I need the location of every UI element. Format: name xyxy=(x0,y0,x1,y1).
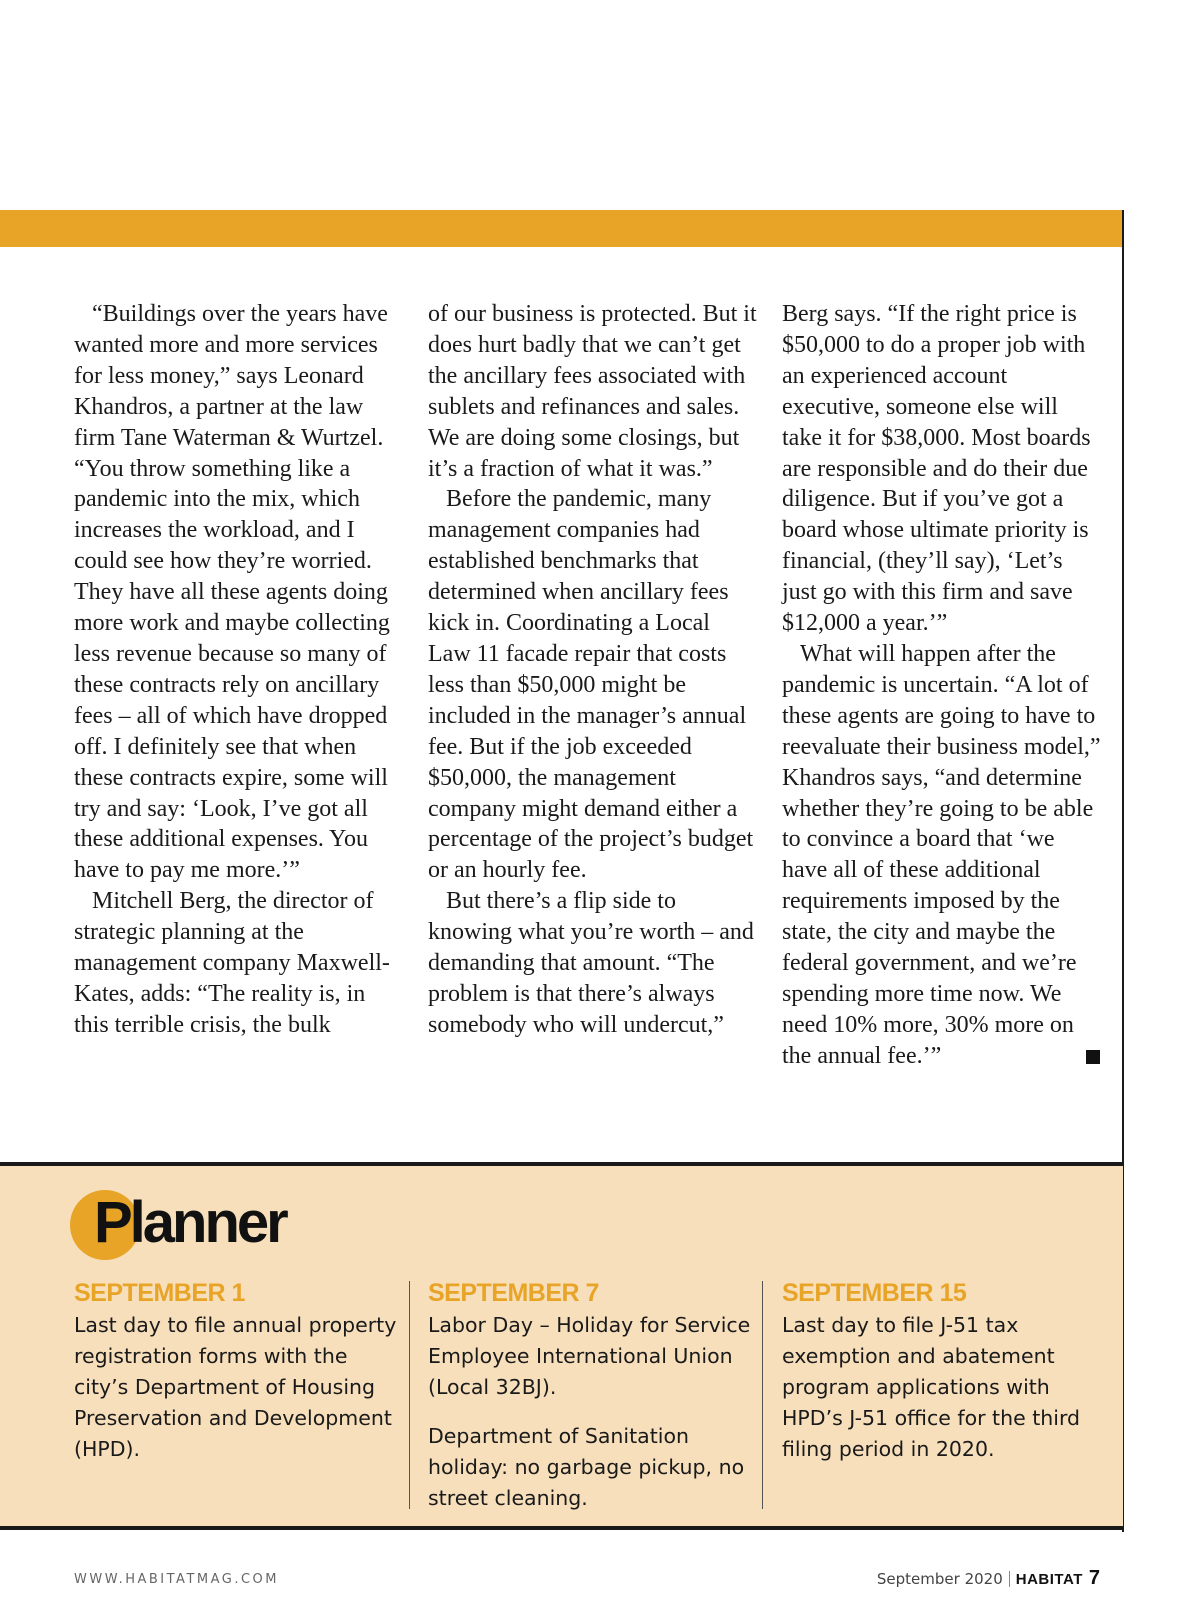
planner-entry-text: Last day to file annual property registration forms with the city’s Department of Housing Preservation and Development (HPD). xyxy=(74,1313,397,1461)
footer-folio xyxy=(877,1567,1100,1590)
article-paragraph: Before the pandemic, many management companies had established benchmarks that determined when ancillary fees kick in. Coordinating a Local Law 11 facade repair that costs less than $50,000 might be included in the manager’s annual fee. But if the job exceeded $50,000, the management company might demand either a percentage of the project’s budget or an hourly fee. xyxy=(428,486,754,884)
planner-entry-text: Labor Day – Holiday for Service Employee International Union (Local 32BJ). xyxy=(428,1313,751,1399)
planner-entry-date: SEPTEMBER 7 xyxy=(428,1279,599,1307)
header-accent-bar xyxy=(0,210,1123,247)
planner-entry xyxy=(782,1278,1107,1483)
footer-issue-date: September 2020 xyxy=(876,1570,1003,1588)
footer-separator xyxy=(1009,1571,1010,1587)
column-divider xyxy=(409,1281,410,1509)
planner-entry-text: Department of Sanitation holiday: no garbage pickup, no street cleaning. xyxy=(428,1424,745,1510)
planner-entry xyxy=(74,1278,399,1483)
footer-magazine-name: HABITAT xyxy=(1015,1571,1083,1588)
planner-entry-date: SEPTEMBER 1 xyxy=(74,1279,245,1307)
article-paragraph: of our business is protected. But it does hurt badly that we can’t get the ancillary fees associated with sublets and refinances and sales. We are doing some closings, but it’s a fraction of what it was.” xyxy=(428,301,757,482)
article-column-1 xyxy=(74,299,404,1041)
footer-website: WWW.HABITATMAG.COM xyxy=(74,1572,279,1587)
article-paragraph: But there’s a flip side to knowing what you’re worth – and demanding that amount. “The problem is that there’s always somebody who will undercut,” xyxy=(428,888,754,1038)
article-paragraph-text: What will happen after the pandemic is uncertain. “A lot of these agents are going to have to reevaluate their business model,” Khandros says, “and determine whether they’re going to be able to convince a board that ‘we have all of these additional requirements imposed by the state, the city and maybe the federal government, and we’re spending more time now. We need 10% more, 30% more on the annual fee.’” xyxy=(782,640,1101,1069)
planner-section xyxy=(0,1162,1123,1530)
planner-entry xyxy=(428,1278,753,1532)
planner-entry-date: SEPTEMBER 15 xyxy=(782,1279,967,1307)
article-paragraph xyxy=(782,639,1102,1072)
planner-title: Planner xyxy=(94,1190,286,1255)
column-divider xyxy=(762,1281,763,1509)
article-paragraph: “Buildings over the years have wanted more and more services for less money,” says Leonard Khandros, a partner at the law firm Tane Waterman & Wurtzel. “You throw something like a pandemic into the mix, which increases the workload, and I could see how they’re worried. They have all these agents doing more work and maybe collecting less revenue because so many of these contracts rely on ancillary fees – all of which have dropped off. I definitely see that when these contracts expire, some will try and say: ‘Look, I’ve got all these additional expenses. You have to pay me more.’” xyxy=(74,301,390,884)
planner-entry-text: Last day to file J-51 tax exemption and abatement program applications with HPD’s J-51 office for the third filing period in 2020. xyxy=(782,1313,1081,1461)
article-column-3 xyxy=(782,299,1102,1072)
article-column-2 xyxy=(428,299,758,1041)
article-paragraph: Mitchell Berg, the director of strategic planning at the management company Maxwell-Kates, adds: “The reality is, in this terrible crisis, the bulk xyxy=(74,888,390,1038)
page-number: 7 xyxy=(1088,1567,1100,1589)
article-paragraph: Berg says. “If the right price is $50,000 to do a proper job with an experienced account executive, someone else will take it for $38,000. Most boards are responsible and do their due diligence. But if you’ve got a board whose ultimate priority is financial, (they’ll say), ‘Let’s just go with this firm and save $12,000 a year.’” xyxy=(782,301,1091,637)
end-of-article-icon xyxy=(1086,1050,1100,1064)
